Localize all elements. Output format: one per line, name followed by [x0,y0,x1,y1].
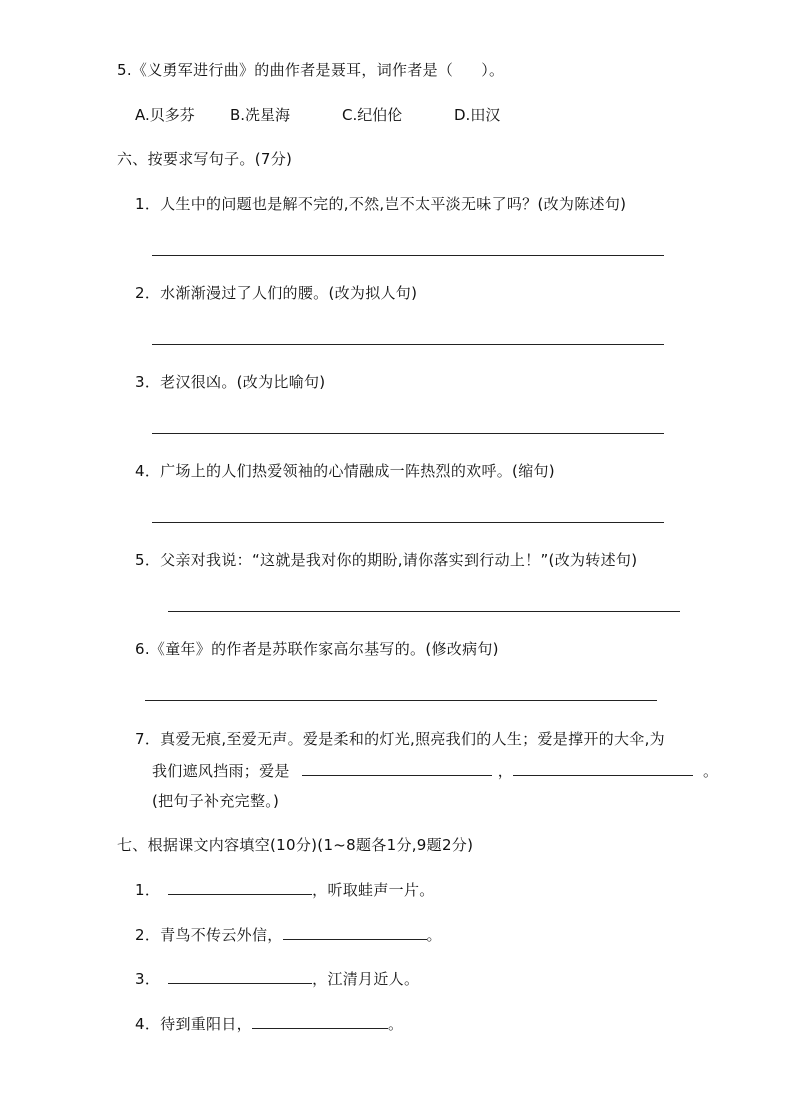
item-text: 4．待到重阳日， [135,1015,252,1033]
option-c: C.纪伯伦 [342,106,403,124]
item-number: 1． [135,881,161,899]
section-7-item-1 [135,880,435,900]
section-6-item-5: 5．父亲对我说：“这就是我对你的期盼,请你落实到行动上！”(改为转述句) [135,551,638,569]
section-6-item-1: 1．人生中的问题也是解不完的,不然,岂不太平淡无味了吗？(改为陈述句) [135,195,627,213]
answer-line-4[interactable] [152,522,664,523]
item-text-end: 。 [426,926,442,944]
answer-line-2[interactable] [152,344,664,345]
section-6-item-2: 2．水渐渐漫过了人们的腰。(改为拟人句) [135,284,418,302]
question-5-close: ）。 [481,61,505,79]
item-7-prefix: 我们遮风挡雨；爱是 [152,762,290,780]
option-b: B.冼星海 [230,106,291,124]
section-7-item-3 [135,969,419,989]
answer-line-3[interactable] [152,433,664,434]
section-7-item-2 [135,925,442,945]
section-6-item-6: 6.《童年》的作者是苏联作家高尔基写的。(修改病句) [135,640,499,658]
section-7-item-4 [135,1014,403,1034]
fill-blank-s7-2[interactable] [283,925,427,940]
section-6-item-4: 4．广场上的人们热爱领袖的心情融成一阵热烈的欢呼。(缩句) [135,462,555,480]
item-text-end: 。 [387,1015,404,1033]
section-6-item-3: 3．老汉很凶。(改为比喻句) [135,373,326,391]
option-a: A.贝多芬 [135,106,195,124]
fill-blank-s7-4[interactable] [252,1014,388,1029]
answer-line-1[interactable] [152,255,664,256]
item-text: ，江清月近人。 [312,970,420,988]
item-7-end: 。 [703,762,719,780]
section-6-item-7-line-2 [152,761,718,781]
option-d: D.田汉 [454,106,501,124]
question-5-text: 5.《义勇军进行曲》的曲作者是聂耳，词作者是（ [117,61,454,79]
section-6-heading: 六、按要求写句子。(7分) [117,150,293,168]
fill-blank-7b[interactable] [513,761,693,776]
section-6-item-7-line-1: 7．真爱无痕,至爱无声。爱是柔和的灯光,照亮我们的人生；爱是撑开的大伞,为 [135,730,665,748]
fill-blank-s7-1[interactable] [168,880,312,895]
item-text: ，听取蛙声一片。 [312,881,435,899]
question-5 [117,60,504,80]
fill-blank-s7-3[interactable] [168,969,312,984]
fill-blank-7a[interactable] [302,761,492,776]
item-number: 3． [135,970,161,988]
section-6-item-7-line-3: (把句子补充完整。) [152,792,280,810]
item-7-sep: ， [497,762,514,780]
item-text: 2．青鸟不传云外信， [135,926,283,944]
answer-line-6[interactable] [145,700,657,701]
answer-line-5[interactable] [168,611,680,612]
section-7-heading: 七、根据课文内容填空(10分)(1~8题各1分,9题2分) [117,836,474,854]
